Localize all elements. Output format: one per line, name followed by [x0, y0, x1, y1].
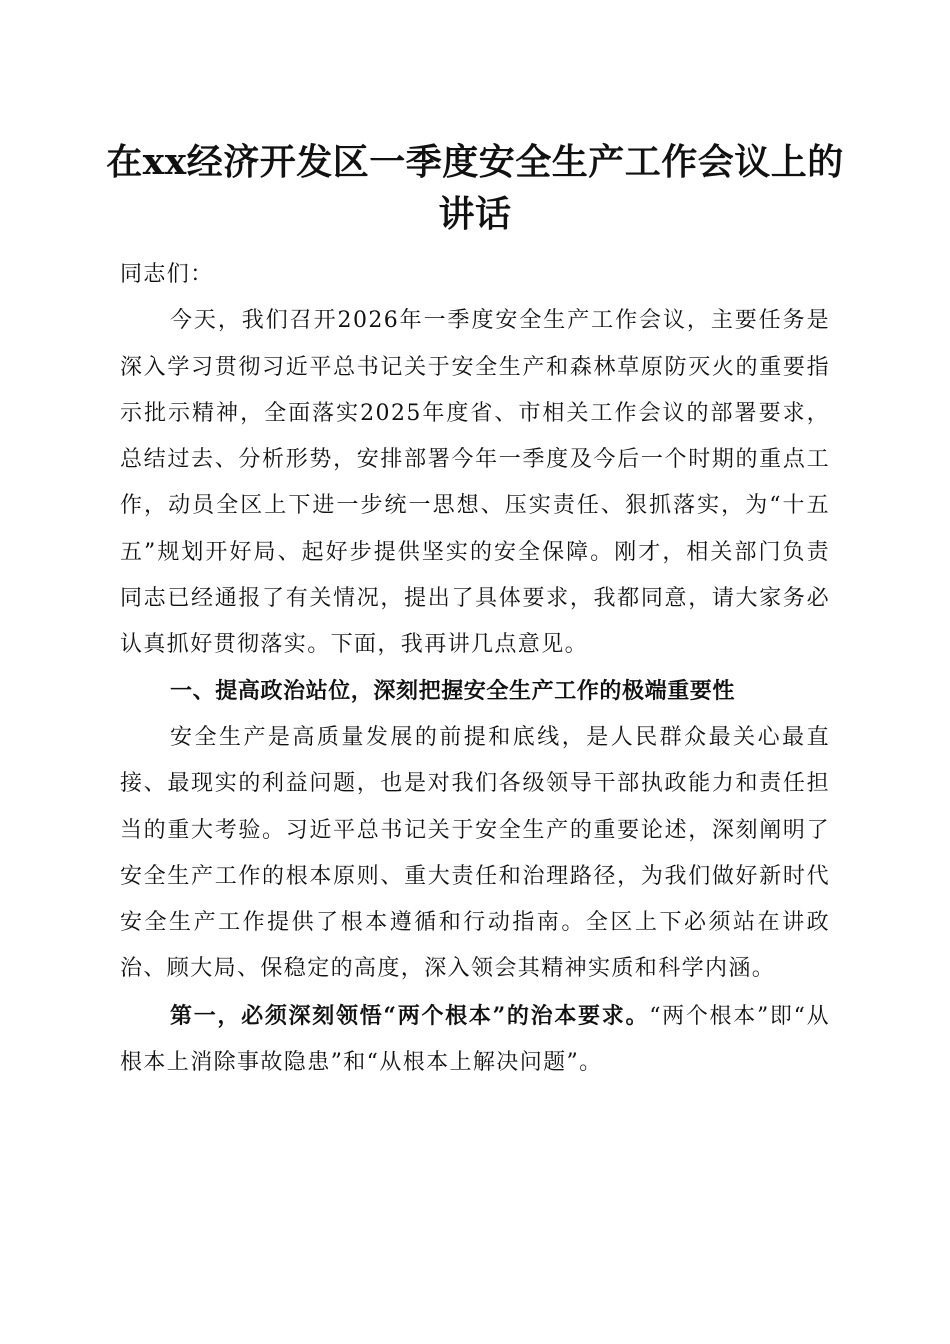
document-title: 在xx经济开发区一季度安全生产工作会议上的讲话: [106, 141, 844, 235]
salutation: 同志们：: [120, 262, 214, 287]
point-one-text: “两个根本”即“从根本上消除事故隐患”和“从根本上解决问题”。: [120, 1003, 830, 1076]
point-one-lead: 第一，必须深刻领悟“两个根本”的治本要求。: [170, 1002, 650, 1029]
section-heading: 一、提高政治站位，深刻把握安全生产工作的极端重要性: [170, 678, 736, 704]
section-paragraph: 安全生产是高质量发展的前提和底线，是人民群众最关心最直接、最现实的利益问题，也是对我们各级领导干部执政能力和责任担当的重大考验。习近平总书记关于安全生产的重要论述，深刻阐明了安全生产工作的根本原则、重大责任和治理路径，为我们做好新时代安全生产工作提供了根本遵循和行动指南。全区上下必须站在讲政治、顾大局、保稳定的高度，深入领会其精神实质和科学内涵。: [120, 724, 830, 982]
document-body: [120, 252, 830, 1086]
intro-paragraph: 今天，我们召开2026年一季度安全生产工作会议，主要任务是深入学习贯彻习近平总书记关于安全生产和森林草原防灭火的重要指示批示精神，全面落实2025年度省、市相关工作会议的部署要求，总结过去、分析形势，安排部署今年一季度及今后一个时期的重点工作，动员全区上下进一步统一思想、压实责任、狠抓落实，为“十五五”规划开好局、起好步提供坚实的安全保障。刚才，相关部门负责同志已经通报了有关情况，提出了具体要求，我都同意，请大家务必认真抓好贯彻落实。下面，我再讲几点意见。: [120, 308, 830, 658]
point-one-paragraph: [120, 993, 830, 1087]
